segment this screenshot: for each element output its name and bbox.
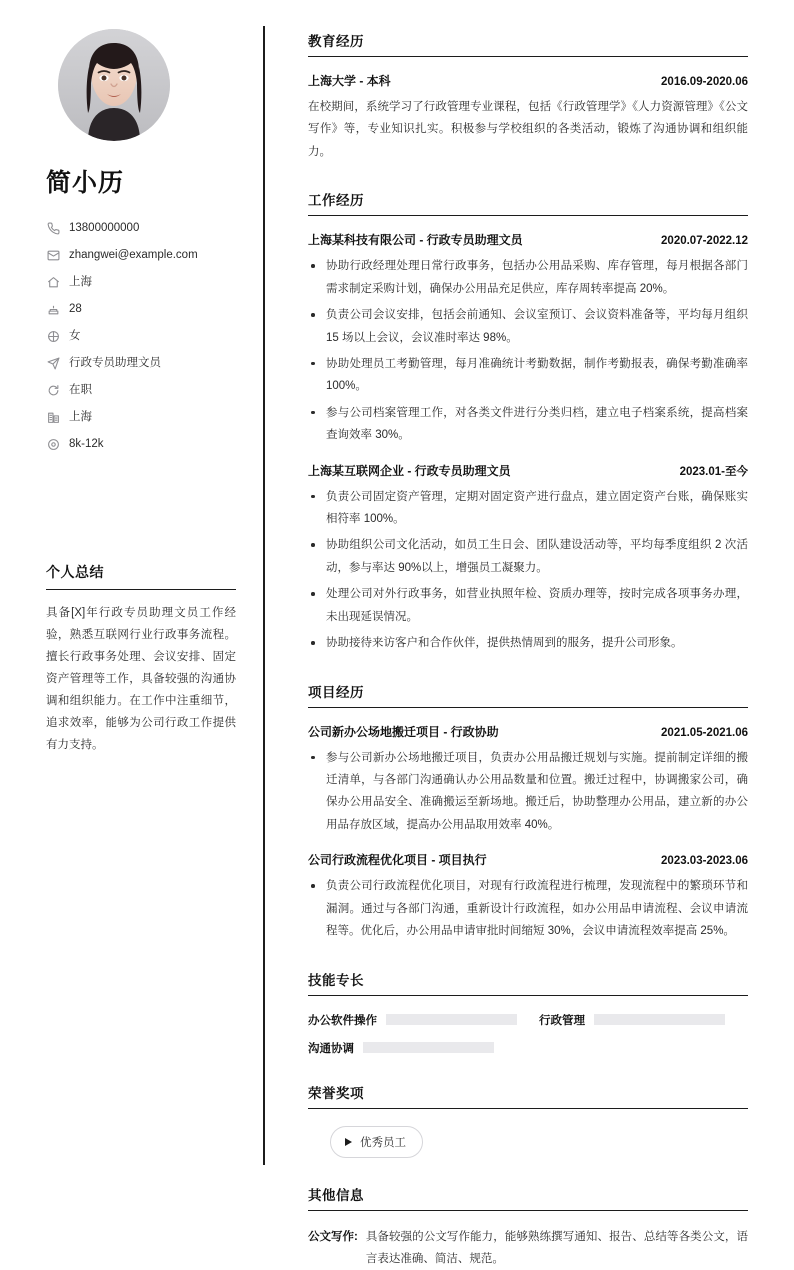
- avatar: [58, 29, 170, 141]
- building-icon: [46, 411, 60, 425]
- contact-item-city: [46, 404, 236, 431]
- contact-item-position: [46, 350, 236, 377]
- home-icon: [46, 276, 60, 290]
- entry-date: 2023.01-至今: [679, 465, 748, 478]
- envelope-icon: [46, 249, 60, 263]
- entry-title: 公司行政流程优化项目 - 项目执行: [308, 853, 487, 868]
- list-item: 协助行政经理处理日常行政事务，包括办公用品采购、库存管理，每月根据各部门需求制定采购计划，确保办公用品充足供应，库存周转率提高 20%。: [308, 255, 748, 300]
- refresh-icon: [46, 384, 60, 398]
- skills-list: [308, 1012, 748, 1056]
- skill-progress-track: [594, 1014, 725, 1025]
- contact-item-status: [46, 377, 236, 404]
- contact-value: zhangwei@example.com: [69, 248, 198, 261]
- work-entry: [308, 231, 748, 446]
- entry-title: 上海某互联网企业 - 行政专员助理文员: [308, 463, 511, 478]
- contact-value: 女: [69, 329, 81, 342]
- entry-header: [308, 851, 748, 868]
- triangle-right-icon: [345, 1138, 352, 1146]
- bullet-list: [308, 875, 748, 942]
- summary-heading: 个人总结: [46, 562, 236, 590]
- entry-date: 2020.07-2022.12: [661, 235, 748, 248]
- list-item: 参与公司档案管理工作，对各类文件进行分类归档，建立电子档案系统，提高档案查询效率 30%。: [308, 402, 748, 447]
- entry-title: 公司新办公场地搬迁项目 - 行政协助: [308, 724, 499, 739]
- coin-icon: [46, 438, 60, 452]
- entry-title: 上海某科技有限公司 - 行政专员助理文员: [308, 233, 523, 248]
- contact-value: 8k-12k: [69, 437, 104, 450]
- awards-heading: 荣誉奖项: [308, 1082, 748, 1109]
- status-badge: [330, 1126, 423, 1158]
- bullet-list: [308, 747, 748, 837]
- contact-item-hometown: [46, 269, 236, 296]
- projects-heading: 项目经历: [308, 681, 748, 708]
- list-item: 负责公司会议安排，包括会前通知、会议室预订、会议资料准备等，平均每月组织 15 场以上会议，会议准时率达 98%。: [308, 304, 748, 349]
- education-section: [308, 30, 748, 163]
- list-item: 协助处理员工考勤管理，每月准确统计考勤数据，制作考勤报表，确保考勤准确率 100%。: [308, 353, 748, 398]
- bullet-list: [308, 486, 748, 655]
- list-item: 协助接待来访客户和合作伙伴，提供热情周到的服务，提升公司形象。: [308, 632, 748, 654]
- skill-label: 行政管理: [539, 1014, 585, 1027]
- skill-item: [308, 1040, 494, 1056]
- skill-label: 办公软件操作: [308, 1014, 377, 1027]
- skill-progress-track: [363, 1042, 494, 1053]
- phone-icon: [46, 222, 60, 236]
- entry-header: [308, 723, 748, 740]
- work-section: [308, 189, 748, 654]
- contact-list: [46, 215, 236, 458]
- education-heading: 教育经历: [308, 30, 748, 57]
- list-item: 处理公司对外行政事务，如营业执照年检、资质办理等，按时完成各项事务办理，未出现延误情况。: [308, 583, 748, 628]
- paper-plane-icon: [46, 357, 60, 371]
- work-heading: 工作经历: [308, 189, 748, 216]
- contact-item-salary: [46, 431, 236, 458]
- skill-progress-track: [386, 1014, 517, 1025]
- list-item: 负责公司固定资产管理，定期对固定资产进行盘点，建立固定资产台账，确保账实相符率 100%。: [308, 486, 748, 531]
- skill-item: [308, 1012, 517, 1028]
- other-info-value: 具备较强的公文写作能力，能够熟练撰写通知、报告、总结等各类公文，语言表达准确、简洁、规范。: [365, 1230, 748, 1265]
- contact-value: 上海: [69, 275, 92, 288]
- contact-value: 行政专员助理文员: [69, 356, 161, 369]
- entry-date: 2016.09-2020.06: [661, 76, 748, 88]
- project-entry: [308, 723, 748, 837]
- contact-item-phone: [46, 215, 236, 242]
- bullet-list: [308, 255, 748, 446]
- cake-icon: [46, 303, 60, 317]
- contact-item-email: [46, 242, 236, 269]
- entry-title: 上海大学 - 本科: [308, 74, 391, 88]
- entry-header: [308, 72, 748, 89]
- awards-list: [308, 1126, 748, 1158]
- list-item: 协助组织公司文化活动，如员工生日会、团队建设活动等，平均每季度组织 2 次活动，参与率达 90%以上，增强员工凝聚力。: [308, 534, 748, 579]
- gender-icon: [46, 330, 60, 344]
- award-label: 优秀员工: [360, 1136, 406, 1149]
- skills-section: [308, 969, 748, 1056]
- entry-header: [308, 462, 748, 479]
- contact-value: 上海: [69, 410, 92, 423]
- other-info-section: [308, 1184, 748, 1270]
- contact-item-age: [46, 296, 236, 323]
- other-info-key: 公文写作:: [308, 1230, 358, 1243]
- entry-description: 在校期间，系统学习了行政管理专业课程，包括《行政管理学》《人力资源管理》《公文写作》等，专业知识扎实。积极参与学校组织的各类活动，锻炼了沟通协调和组织能力。: [308, 101, 748, 158]
- entry-header: [308, 231, 748, 248]
- page-title: 简小历: [46, 169, 125, 197]
- awards-section: [308, 1082, 748, 1158]
- summary-text: 具备[X]年行政专员助理文员工作经验，熟悉互联网行业行政事务流程。擅长行政事务处理、会议安排、固定资产管理等工作，具备较强的沟通协调和组织能力。在工作中注重细节，追求效率，能够为公司行政工作提供有力支持。: [46, 607, 236, 752]
- entry-date: 2023.03-2023.06: [661, 855, 748, 868]
- projects-section: [308, 681, 748, 943]
- sidebar: [0, 0, 264, 1206]
- project-entry: [308, 851, 748, 942]
- entry-date: 2021.05-2021.06: [661, 726, 748, 739]
- other-info-row: [308, 1226, 748, 1270]
- skill-label: 沟通协调: [308, 1042, 354, 1055]
- column-divider: [263, 26, 265, 1165]
- summary-section: [46, 562, 236, 757]
- skills-heading: 技能专长: [308, 969, 748, 996]
- contact-value: 28: [69, 302, 82, 315]
- work-entry: [308, 462, 748, 655]
- list-item: 负责公司行政流程优化项目，对现有行政流程进行梳理，发现流程中的繁琐环节和漏洞。通过与各部门沟通，重新设计行政流程，如办公用品申请流程、会议申请流程等。优化后，办公用品申请审批时间缩短 30%，会议申请流程效率提高 25%。: [308, 875, 748, 942]
- contact-value: 在职: [69, 383, 92, 396]
- contact-item-gender: [46, 323, 236, 350]
- main-column: [264, 0, 794, 1265]
- education-entry: [308, 72, 748, 163]
- contact-value: 13800000000: [69, 221, 140, 234]
- other-info-heading: 其他信息: [308, 1184, 748, 1211]
- skill-item: [539, 1012, 725, 1028]
- list-item: 参与公司新办公场地搬迁项目，负责办公用品搬迁规划与实施。提前制定详细的搬迁清单，与各部门沟通确认办公用品数量和位置。搬迁过程中，协调搬家公司，确保办公用品安全、准确搬运至新场地。搬迁后，协助整理办公用品，建立新的办公用品存放区域，提高办公用品取用效率 40%。: [308, 747, 748, 837]
